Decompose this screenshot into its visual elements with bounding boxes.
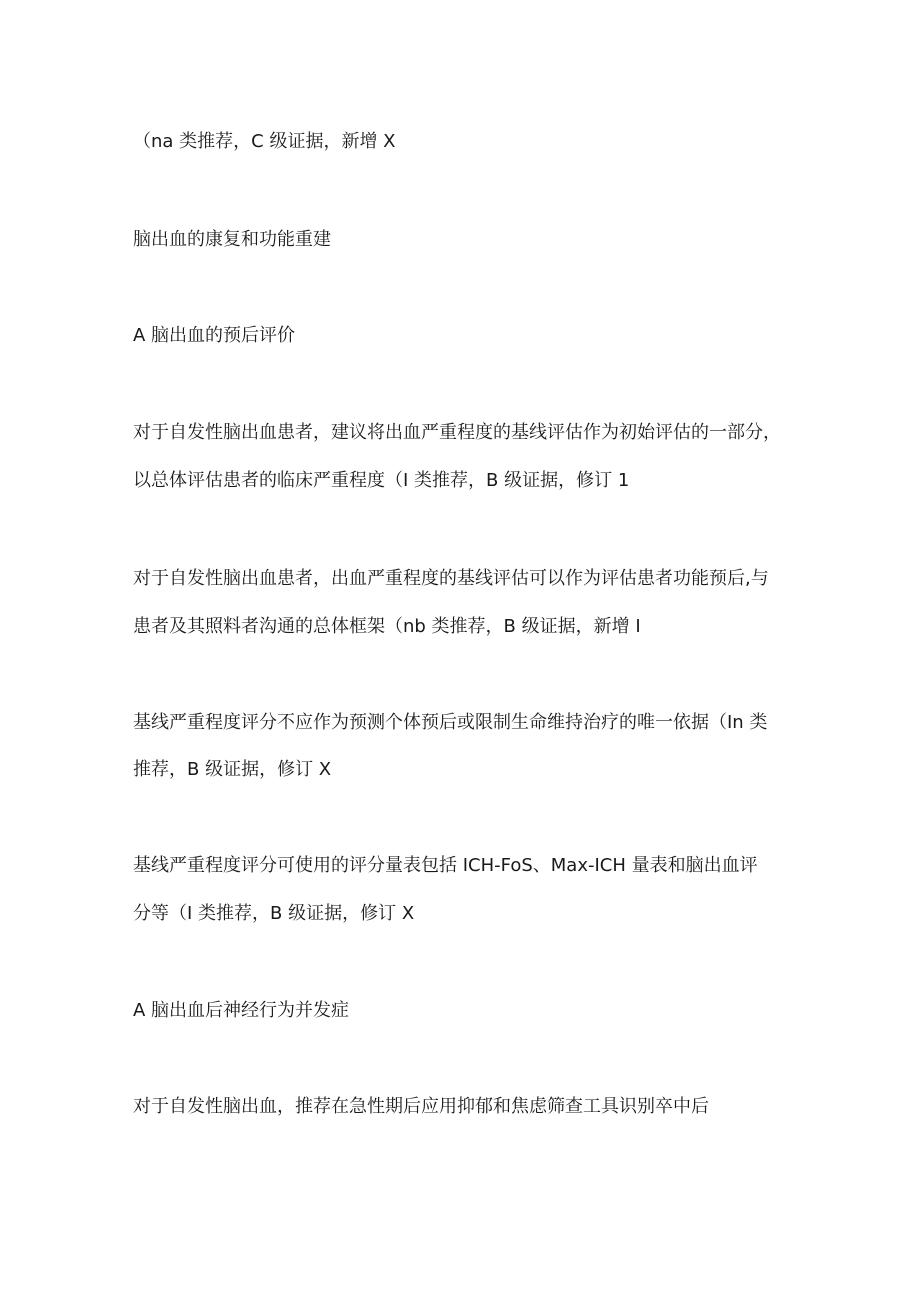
paragraph-line: 基线严重程度评分可使用的评分量表包括 ICH-FoS、Max-ICH 量表和脑出血评 (133, 855, 758, 876)
paragraph-line: 对于自发性脑出血，推荐在急性期后应用抑郁和焦虑筛查工具识别卒中后 (133, 1096, 709, 1117)
paragraph-line: 对于自发性脑出血患者，出血严重程度的基线评估可以作为评估患者功能预后,与 (133, 568, 769, 589)
paragraph-line: 推荐，B 级证据，修订 X (133, 759, 332, 780)
paragraph-line: 以总体评估患者的临床严重程度（I 类推荐，B 级证据，修订 1 (133, 470, 630, 491)
paragraph-line: 基线严重程度评分不应作为预测个体预后或限制生命维持治疗的唯一依据（In 类 (133, 712, 768, 733)
subsection-heading-neurobehavioral: A 脑出血后神经行为并发症 (133, 1000, 350, 1021)
text-line-recommendation-note: （na 类推荐，C 级证据，新增 X (133, 131, 396, 152)
section-heading-rehabilitation: 脑出血的康复和功能重建 (133, 229, 331, 250)
paragraph-line: 对于自发性脑出血患者，建议将出血严重程度的基线评估作为初始评估的一部分， (133, 422, 781, 443)
paragraph-line: 患者及其照料者沟通的总体框架（nb 类推荐，B 级证据，新增 I (133, 616, 641, 637)
paragraph-line: 分等（I 类推荐，B 级证据，修订 X (133, 903, 415, 924)
subsection-heading-prognosis: A 脑出血的预后评价 (133, 325, 296, 346)
